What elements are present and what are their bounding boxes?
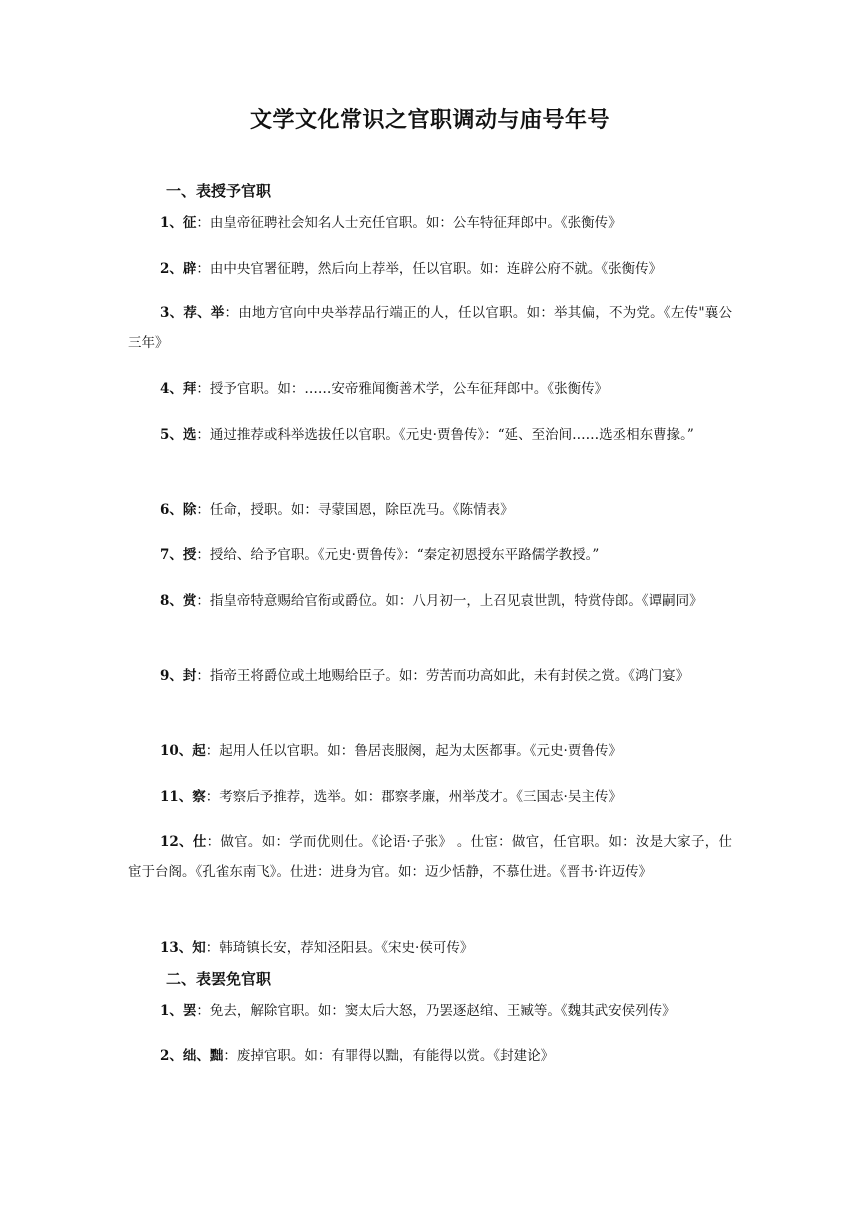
- entry-text: ：通过推荐或科举选拔任以官职。《元史·贾鲁传》：“延、至治间……选丞相东曹掾。”: [196, 427, 694, 443]
- list-item: [128, 298, 732, 358]
- entry-text: ：做官。如：学而优则仕。《论语·子张》 。仕宦：做官，任官职。如：汝是大家子，仕宦于台阁。《孔雀东南飞》。仕进：进身为官。如：迈少恬静，不慕仕进。《晋书·许迈传》: [128, 834, 732, 880]
- entry-text: ：指帝王将爵位或土地赐给臣子。如：劳苦而功高如此，未有封侯之赏。《鸿门宴》: [196, 668, 690, 684]
- entry-term: 6、除: [160, 502, 197, 518]
- section-heading-dismiss: 二、表罢免官职: [166, 970, 272, 988]
- list-item: [128, 1041, 732, 1071]
- list-item: [128, 586, 732, 616]
- page-title: 文学文化常识之官职调动与庙号年号: [249, 107, 610, 133]
- list-item: [128, 374, 732, 404]
- entry-text: ：由皇帝征聘社会知名人士充任官职。如：公车特征拜郎中。《张衡传》: [196, 215, 622, 231]
- list-item: [128, 933, 732, 963]
- entry-text: ：废掉官职。如：有罪得以黜，有能得以赏。《封建论》: [223, 1048, 555, 1064]
- list-item: [128, 782, 732, 812]
- list-item: [128, 996, 732, 1026]
- entry-term: 8、赏: [160, 593, 197, 609]
- entry-term: 5、选: [160, 427, 197, 443]
- entry-term: 2、辟: [160, 261, 197, 277]
- entry-term: 1、征: [160, 215, 197, 231]
- entry-term: 2、绌、黜: [160, 1048, 224, 1064]
- list-item: [128, 420, 732, 450]
- list-item: [128, 736, 732, 766]
- entry-text: ：指皇帝特意赐给官衔或爵位。如：八月初一，上召见袁世凯，特赏侍郎。《谭嗣同》: [196, 593, 703, 609]
- entry-term: 9、封: [160, 668, 197, 684]
- list-item: [128, 495, 732, 525]
- entry-text: ：授予官职。如：……安帝雅闻衡善术学，公车征拜郎中。《张衡传》: [196, 381, 609, 397]
- entry-term: 13、知: [160, 940, 206, 956]
- list-item: [128, 661, 732, 691]
- entry-term: 10、起: [160, 743, 206, 759]
- list-item: [128, 540, 732, 570]
- entry-term: 4、拜: [160, 381, 197, 397]
- entry-text: ：考察后予推荐，选举。如：郡察孝廉，州举茂才。《三国志·吴主传》: [205, 789, 622, 805]
- entry-text: ：由中央官署征聘，然后向上荐举，任以官职。如：连辟公府不就。《张衡传》: [196, 261, 663, 277]
- list-item: [128, 254, 732, 284]
- entry-text: ：起用人任以官职。如：鲁居丧服阕，起为太医都事。《元史·贾鲁传》: [205, 743, 622, 759]
- list-item: [128, 208, 732, 238]
- section-heading-grant: 一、表授予官职: [166, 182, 272, 200]
- entry-term: 1、罢: [160, 1003, 197, 1019]
- entry-text: ：免去，解除官职。如：窦太后大怒，乃罢逐赵绾、王臧等。《魏其武安侯列传》: [196, 1003, 676, 1019]
- entry-term: 11、察: [160, 789, 206, 805]
- entry-text: ：任命，授职。如：寻蒙国恩，除臣冼马。《陈情表》: [196, 502, 514, 518]
- entry-text: ：由地方官向中央举荐品行端正的人，任以官职。如：举其偏，不为党。《左传"襄公三年》: [128, 305, 732, 351]
- entry-text: ：授给、给予官职。《元史·贾鲁传》：“秦定初恩授东平路儒学教授。”: [196, 547, 600, 563]
- entry-term: 3、荐、举: [160, 305, 225, 321]
- entry-term: 12、仕: [160, 834, 207, 850]
- list-item: [128, 827, 732, 887]
- entry-text: ：韩琦镇长安，荐知泾阳县。《宋史·侯可传》: [205, 940, 474, 956]
- entry-term: 7、授: [160, 547, 197, 563]
